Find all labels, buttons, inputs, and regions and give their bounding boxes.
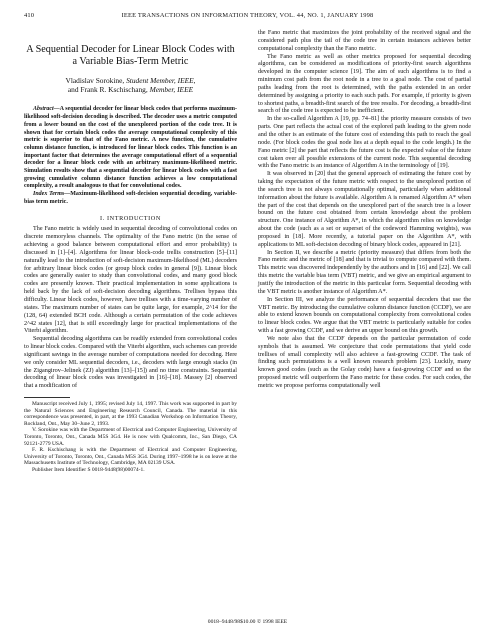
body-paragraph: In Section II, we describe a metric (priority measure) that differs from both the Fano metric and the metric of [18] and that is trivial to compute compared with them. This metric was discovered independently by the authors and in [16] and [22]. We call this metric the variable bias term (VBT) metric, and we give an empirical argument to justify the introduction of the metric in this particular form. Sequential decoding with the VBT metric is another instance of Algorithm A*. bbox=[258, 249, 471, 295]
author-role-1: Student Member, IEEE, bbox=[126, 76, 196, 85]
abstract bbox=[24, 106, 237, 191]
footnotes bbox=[24, 401, 237, 474]
body-paragraph: We note also that the CCDF depends on the particular permutation of code symbols that is assumed. We conjecture that code permutations that yield code trellises of small complexity will also achieve a fast-growing CCDF. The task of finding such permutations is a well known research problem [23]. Luckily, many known good codes (such as the Golay code) have a fast-growing CCDF and so the proposed metric will outperform the Fano metric for these codes. For such codes, the metric we propose performs computationally well bbox=[258, 335, 471, 389]
journal-header: IEEE TRANSACTIONS ON INFORMATION THEORY, VOL. 44, NO. 1, JANUARY 1998 bbox=[121, 12, 374, 19]
footnote-item: Publisher Item Identifier S 0018-9448(98)00074-1. bbox=[32, 467, 145, 474]
abstract-text: A sequential decoder for linear block codes that performs maximum-likelihood soft-decision decoding is described. The decoder uses a metric computed from a lower bound on the cost of the unexplored portion of the code tree. It is shown that for certain block codes the average computational complexity of this metric is superior to that of the Fano metric. A new function, the cumulative column distance function, is introduced for linear block codes. This function is an important factor that determines the average computational effort of a sequential decoder for a linear block code with an arbitrary maximum-likelihood metric. Simulation results show that a sequential decoder for linear block codes with a fast growing cumulative column distance function achieves a low computational complexity, a result analogous to that for convolutional codes. bbox=[24, 106, 237, 190]
index-terms-label: Index Terms— bbox=[33, 191, 71, 198]
footnote-item: Manuscript received July 1, 1995; revised July 14, 1997. This work was supported in part by the Natural Sciences and Engineering Research Council, Canada. The material in this correspondence was presented, in part, at the 1993 Canadian Workshop on Information Theory, Rockland, Ont., May 30–June 2, 1993. bbox=[24, 401, 237, 427]
left-column bbox=[24, 30, 237, 474]
body-paragraph: In the so-called Algorithm A [19, pp. 74–81] the priority measure consists of two parts. One part reflects the actual cost of the explored path leading to the given node and the other is an estimate of the future cost of extending this path to reach the goal node. (For block codes the goal node lies at a depth equal to the code length.) In the Fano metric [2] the part that reflects the future cost is the expected value of the future cost taken over all possible extensions of the current node. This sequential decoding with the Fano metric is an instance of Algorithm A in the terminology of [19]. bbox=[258, 116, 471, 170]
abstract-label: Abstract— bbox=[33, 106, 60, 113]
footnote-item: F. R. Kschischang is with the Department of Electrical and Computer Engineering, University of Toronto, Toronto, Ont., Canada M5S 3G4. During 1997–1998 he is on leave at the Massachusetts Institute of Technology, Cambridge, MA 02139 USA. bbox=[24, 447, 237, 467]
footnote-rule bbox=[24, 397, 70, 398]
body-paragraph: Sequential decoding algorithms can be readily extended from convolutional codes to linear block codes. Compared with the Viterbi algorithm, such schemes can provide significant savings in the average number of computations needed for decoding. Here we only consider ML sequential decoders, i.e., decoders with large enough stacks (in the Zigangirov–Jelinek (ZJ) algorithm [13]–[15]) and no time constraints. Sequential decoding of linear block codes was investigated in [16]–[18]. Massey [2] observed that a modification of bbox=[24, 336, 237, 390]
author-role-2: Member, IEEE bbox=[149, 85, 194, 95]
paper-title: A Sequential Decoder for Linear Block Codes with a Variable Bias-Term Metric bbox=[26, 44, 235, 67]
footnote-item: V. Sorokine was with the Department of Electrical and Computer Engineering, University of Toronto, Toronto, Ont., Canada M5S 3G4. He is now with Qualcomm, Inc., San Diego, CA 92121-2779 USA. bbox=[24, 427, 237, 447]
body-paragraph: It was observed in [20] that the general approach of estimating the future cost by taking the expectation of the future metric with respect to the unexplored portion of the search tree is not always computationally optimal, particularly when additional information about the future is available. Algorithm A is renamed Algorithm A* when the part of the cost that depends on the unexplored part of the search tree is a lower bound on the future cost obtained from certain knowledge about the problem structure. One instance of Algorithm A*, in which the algorithm relies on knowledge about the code (such as a set or superset of the codeword Hamming weights), was proposed in [18]. More recently, a tutorial paper on the Algorithm A*, with applications to ML soft-decision decoding of binary block codes, appeared in [21]. bbox=[258, 171, 471, 248]
author-name-1: Vladislav Sorokine, bbox=[65, 76, 125, 85]
body-paragraph: The Fano metric as well as other metrics proposed for sequential decoding algorithms, can be considered as modifications of priority-first search algorithms developed in the computer science [19]. The aim of such algorithms is to find a minimum cost path from the root node in a tree to a goal node. The cost of partial paths leading from the root is determined, with the paths extended in an order determined by assigning a priority to each such path. For example, if priority is given to shortest paths, a breadth-first search of the tree results. For decoding, a breadth-first search of the code tree is expected to be inefficient. bbox=[258, 53, 471, 115]
author-name-2: and Frank R. Kschischang, bbox=[67, 85, 148, 95]
body-paragraph: In Section III, we analyze the performance of sequential decoders that use the VBT metric. By introducing the cumulative column distance function (CCDF), we are able to extend known bounds on computational complexity from convolutional codes to linear block codes. We argue that the VBT metric is particularly suitable for codes with a fast growing CCDF, and we derive an upper bound on this growth. bbox=[258, 296, 471, 335]
body-paragraph: The Fano metric is widely used in sequential decoding of convolutional codes on discrete memoryless channels. The optimality of the Fano metric (in the sense of achieving a good balance between computational effort and error probability) is discussed in [1]–[4]. Algorithms for linear block-code trellis construction [5]–[11] naturally lead to the introduction of soft-decision maximum-likelihood (ML) decoders for arbitrary linear block codes (or group block codes in general [9]). Linear block codes are generally easier to study than convolutional codes, and many good block codes are presently known. Their practical implementation in some applications is held back by the lack of soft-decision decoding algorithms. Trellises bypass this difficulty. Linear block codes, however, have trellises with a time-varying number of states. The maximum number of states can be quite large, for example, 2^14 for the (128, 64) extended BCH code. Although a certain permutation of the code achieves 2^42 states [12], that is still exceedingly large for practical implementations of the Viterbi algorithm. bbox=[24, 226, 237, 335]
right-column bbox=[258, 30, 471, 391]
author-line-1 bbox=[24, 76, 237, 85]
section-heading: I. INTRODUCTION bbox=[100, 214, 161, 222]
copyright-footer: 0018–9448/98$10.00 © 1998 IEEE bbox=[207, 619, 288, 625]
index-terms bbox=[24, 191, 237, 206]
index-terms-text: Maximum-likelihood soft-decision sequential decoding, variable-bias term metric. bbox=[24, 191, 237, 205]
author-block bbox=[24, 76, 237, 94]
body-paragraph: the Fano metric that maximizes the joint probability of the received signal and the considered path plus the tail of the code tree in certain instances achieves better computational complexity than the Fano metric. bbox=[258, 30, 471, 52]
running-header bbox=[24, 12, 471, 24]
page-number: 410 bbox=[24, 12, 35, 19]
author-line-2 bbox=[24, 85, 237, 94]
